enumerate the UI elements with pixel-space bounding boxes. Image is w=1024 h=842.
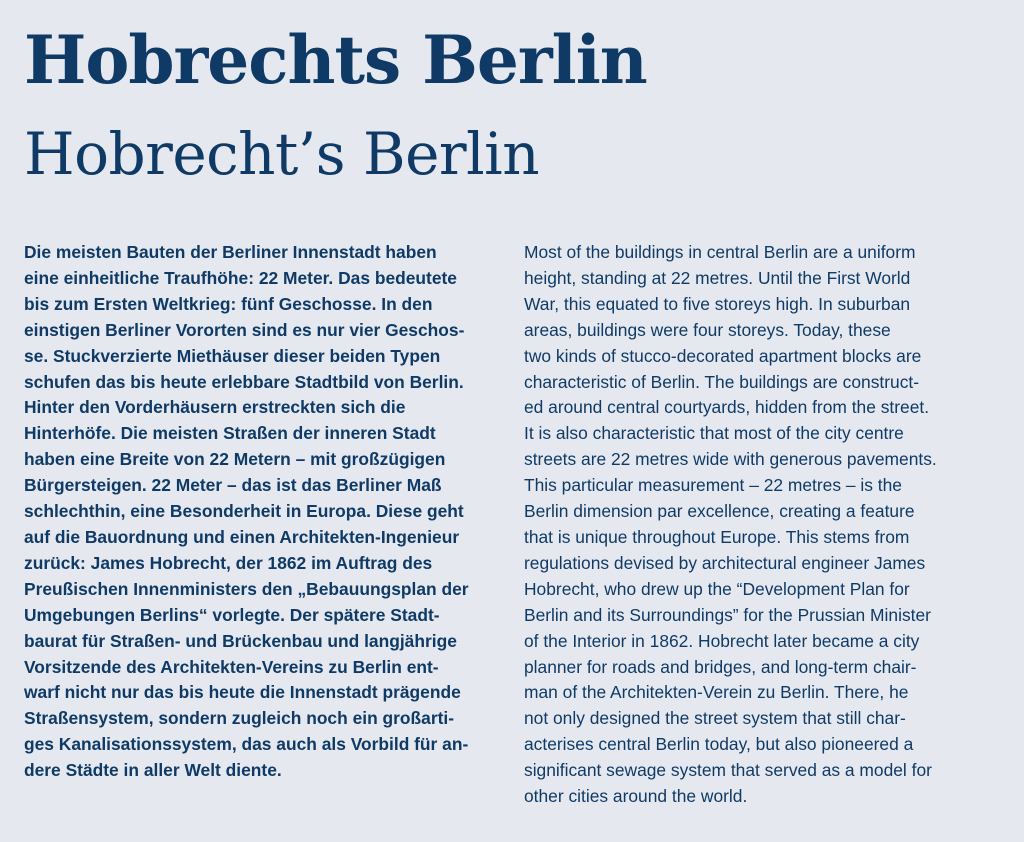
title-english: Hobrecht’s Berlin <box>24 120 540 188</box>
title-german: Hobrechts Berlin <box>24 21 647 99</box>
body-text-german: Die meisten Bauten der Berliner Innenstadt haben eine einheitliche Traufhöhe: 22 Meter. Das bedeutete bis zum Ersten Weltkrieg: fünf Geschosse. In den einstigen Berliner Vororten sind es nur vier Geschos- se. Stuckverzierte Miethäuser dieser beiden Typen schufen das bis heute erlebbare Stadtbild von Berlin. Hinter den Vorderhäusern erstreckten sich die Hinterhöfe. Die meisten Straßen der inneren Stadt haben eine Breite von 22 Metern – mit großzügigen Bürgersteigen. 22 Meter – das ist das Berliner Maß schlechthin, eine Besonderheit in Europa. Diese geht auf die Bauordnung und einen Architekten-Ingenieur zurück: James Hobrecht, der 1862 im Auftrag des Preußischen Innenministers den „Bebauungsplan der Umgebungen Berlins“ vorlegte. Der spätere Stadt- baurat für Straßen- und Brückenbau und langjährige Vorsitzende des Architekten-Vereins zu Berlin ent- warf nicht nur das bis heute die Innenstadt prägende Straßensystem, sondern zugleich noch ein großarti- ges Kanalisationssystem, das auch als Vorbild für an- dere Städte in aller Welt diente. <box>24 242 469 781</box>
body-text-english: Most of the buildings in central Berlin are a uniform height, standing at 22 metres. Until the First World War, this equated to five storeys high. In suburban areas, buildings were four storeys. Today, these two kinds of stucco-decorated apartment blocks are characteristic of Berlin. The buildings are construct- ed around central courtyards, hidden from the street. It is also characteristic that most of the city centre streets are 22 metres wide with generous pavements. This particular measurement – 22 metres – is the Berlin dimension par excellence, creating a feature that is unique throughout Europe. This stems from regulations devised by architectural engineer James Hobrecht, who drew up the “Development Plan for Berlin and its Surroundings” for the Prussian Minister of the Interior in 1862. Hobrecht later became a city planner for roads and bridges, and long-term chair- man of the Architekten-Verein zu Berlin. There, he not only designed the street system that still char- acterises central Berlin today, but also pioneered a significant sewage system that served as a model for other cities around the world. <box>524 242 937 807</box>
